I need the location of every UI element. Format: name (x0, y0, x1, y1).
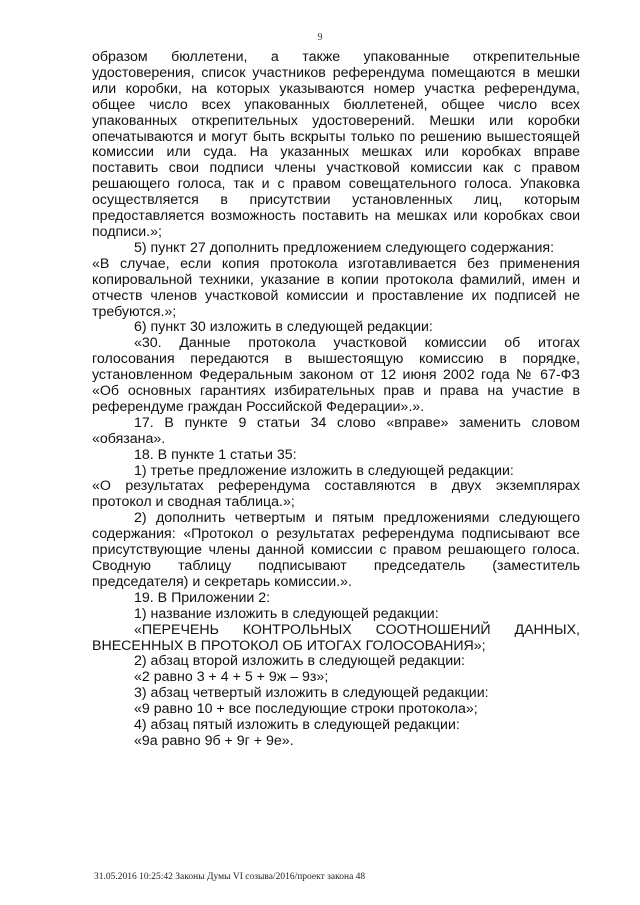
paragraph: 1) название изложить в следующей редакции: (134, 605, 439, 622)
paragraph: 2) дополнить четвертым и пятым предложениями следующего содержания: «Протокол о результатах референдума подписывают все присутствующие члены данной комиссии с правом решающего голоса. Сводную таблицу подписывают председатель (заместитель председателя) и секретарь комиссии.». (92, 510, 580, 590)
paragraph: 1) третье предложение изложить в следующей редакции: (134, 462, 514, 479)
paragraph: «В случае, если копия протокола изготавливается без применения копировальной техники, указание в копии протокола фамилий, имен и отчеств членов участковой комиссии и проставление их подписей не требуются.»; (92, 255, 580, 320)
paragraph: «30. Данные протокола участковой комиссии об итогах голосования передаются в вышестоящую комиссию в порядке, установленном Федеральным законом от 12 июня 2002 года № 67-ФЗ «Об основных гарантиях избирательных прав и права на участие в референдуме граждан Российской Федерации».». (92, 335, 580, 415)
paragraph: 6) пункт 30 изложить в следующей редакции: (134, 319, 433, 336)
paragraph: 5) пункт 27 дополнить предложением следующего содержания: (134, 239, 555, 256)
paragraph: «2 равно 3 + 4 + 5 + 9ж – 9з»; (134, 669, 329, 686)
paragraph: «ПЕРЕЧЕНЬ КОНТРОЛЬНЫХ СООТНОШЕНИЙ ДАННЫХ, ВНЕСЕННЫХ В ПРОТОКОЛ ОБ ИТОГАХ ГОЛОСОВАНИЯ»; (92, 621, 580, 654)
paragraph: «9 равно 10 + все последующие строки протокола»; (134, 701, 478, 718)
paragraph: 3) абзац четвертый изложить в следующей редакции: (134, 685, 489, 702)
paragraph: 19. В Приложении 2: (134, 589, 271, 606)
document-body (92, 50, 580, 750)
paragraph: 2) абзац второй изложить в следующей редакции: (134, 653, 465, 670)
paragraph: «О результатах референдума составляются в двух экземплярах протокол и сводная таблица.»; (92, 478, 580, 511)
document-footer: 31.05.2016 10:25:42 Законы Думы VI созыва/2016/проект закона 48 (94, 872, 366, 882)
paragraph: 18. В пункте 1 статьи 35: (134, 446, 297, 463)
page-number: 9 (317, 32, 323, 43)
paragraph: 17. В пункте 9 статьи 34 слово «вправе» заменить словом «обязана». (92, 414, 580, 447)
paragraph: образом бюллетени, а также упакованные открепительные удостоверения, список участников референдума помещаются в мешки или коробки, на которых указываются номер участка референдума, общее число всех упакованных бюллетеней, общее число всех упакованных открепительных удостоверений. Мешки или коробки опечатываются и могут быть вскрыты только по решению вышестоящей комиссии или суда. На указанных мешках или коробках вправе поставить свои подписи члены участковой комиссии как с правом решающего голоса, так и с правом совещательного голоса. Упаковка осуществляется в присутствии установленных лиц, которым предоставляется возможность поставить на мешках или коробках свои подписи.»; (92, 49, 580, 240)
paragraph: 4) абзац пятый изложить в следующей редакции: (134, 717, 460, 734)
paragraph: «9а равно 9б + 9г + 9е». (134, 732, 294, 749)
